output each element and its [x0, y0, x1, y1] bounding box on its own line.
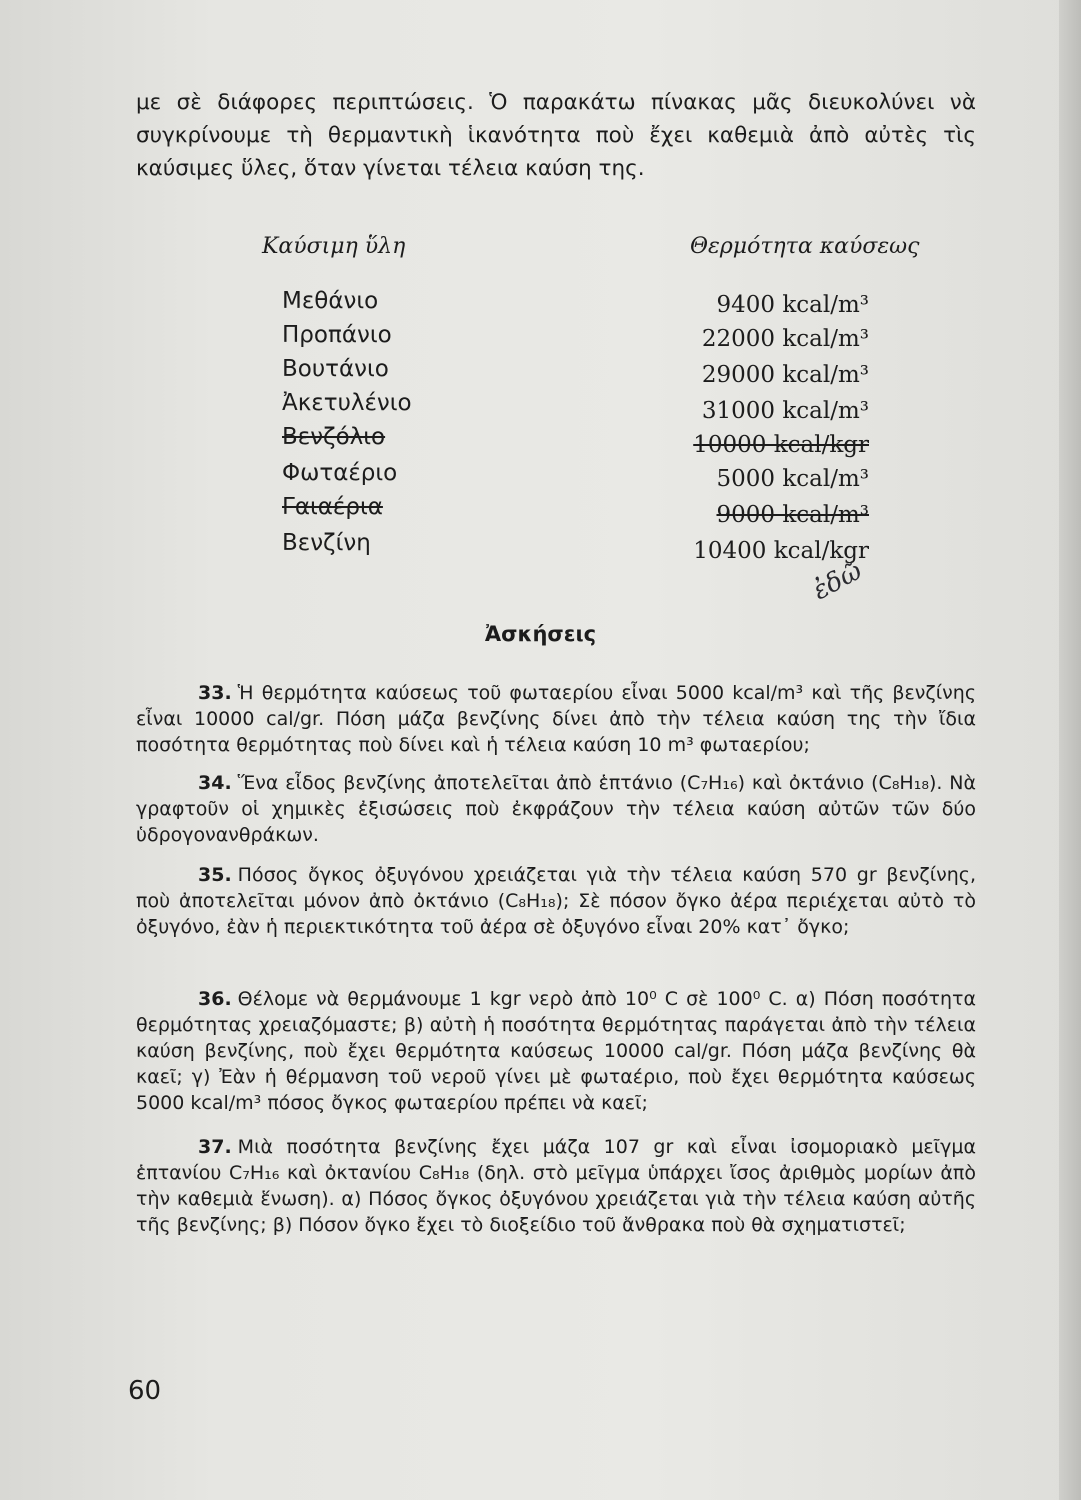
exercise-text: Θέλομε νὰ θερμάνουμε 1 kgr νερὸ ἀπὸ 10⁰ C σὲ 100⁰ C. α) Πόση ποσότητα θερμότητας χρειαζόμαστε; β) αὐτὴ ἡ ποσότητα θερμότητας παράγεται ἀπὸ τὴν τέλεια καύση βενζίνης, ποὺ ἔχει θερμότητα καύσεως 10000 cal/gr. Πόση μάζα βενζίνης θὰ καεῖ; γ) Ἐὰν ἡ θέρμανση τοῦ νεροῦ γίνει μὲ φωταέριο, ποὺ ἔχει θερμότητα καύσεως 5000 kcal/m³ πόσος ὄγκος φωταερίου πρέπει νὰ καεῖ;: [136, 988, 976, 1114]
exercise-item: [136, 770, 976, 848]
exercise-text: Ἕνα εἶδος βενζίνης ἀποτελεῖται ἀπὸ ἑπτάνιο (C₇H₁₆) καὶ ὀκτάνιο (C₈H₁₈). Νὰ γραφτοῦν οἱ χημικὲς ἐξισώσεις ποὺ ἐκφράζουν τὴν τέλεια καύση αὐτῶν τῶν δύο ὑδρογονανθράκων.: [136, 772, 976, 846]
exercise-number: 33.: [198, 682, 232, 704]
table-row-fuel: Βουτάνιο: [282, 356, 389, 382]
exercise-number: 37.: [198, 1136, 232, 1158]
exercise-number: 34.: [198, 772, 232, 794]
table-row-fuel: Φωταέριο: [282, 460, 398, 486]
exercise-item: [136, 862, 976, 940]
exercise-item: [136, 680, 976, 758]
handwritten-note: ἐδῶ: [807, 555, 867, 607]
exercise-text: Πόσος ὄγκος ὀξυγόνου χρειάζεται γιὰ τὴν τέλεια καύση 570 gr βενζίνης, ποὺ ἀποτελεῖται μόνον ἀπὸ ὀκτάνιο (C₈H₁₈); Σὲ πόσον ὄγκο ἀέρα περιέχεται αὐτὸ τὸ ὀξυγόνο, ἐὰν ἡ περιεκτικότητα τοῦ ἀέρα σὲ ὀξυγόνο εἶναι 20% κατ᾽ ὄγκο;: [136, 864, 976, 938]
exercise-item: [136, 1134, 976, 1238]
table-row-fuel-struck: Βενζόλιο: [282, 424, 386, 450]
table-row-fuel-struck: Γαιαέρια: [282, 494, 383, 520]
exercise-number: 36.: [198, 988, 232, 1010]
table-row-value: 31000 kcal/m³: [701, 398, 869, 424]
table-header-fuel: Καύσιμη ὕλη: [262, 234, 406, 259]
page-number: 60: [128, 1376, 162, 1406]
table-row-value: 29000 kcal/m³: [701, 362, 869, 388]
table-row-fuel: Ἀκετυλένιο: [282, 390, 412, 416]
intro-paragraph: με σὲ διάφορες περιπτώσεις. Ὁ παρακάτω πίνακας μᾶς διευκολύνει νὰ συγκρίνουμε τὴ θερμαντικὴ ἱκανότητα ποὺ ἔχει καθεμιὰ ἀπὸ αὐτὲς τὶς καύσιμες ὕλες, ὅταν γίνεται τέλεια καύση της.: [136, 90, 976, 181]
table-row-value: 22000 kcal/m³: [701, 326, 869, 352]
table-row-fuel: Μεθάνιο: [282, 288, 379, 314]
exercise-number: 35.: [198, 864, 232, 886]
exercise-text: Μιὰ ποσότητα βενζίνης ἔχει μάζα 107 gr καὶ εἶναι ἰσομοριακὸ μεῖγμα ἑπτανίου C₇H₁₆ καὶ ὀκτανίου C₈H₁₈ (δηλ. στὸ μεῖγμα ὑπάρχει ἴσος ἀριθμὸς μορίων ἀπὸ τὴν καθεμιὰ ἕνωση). α) Πόσος ὄγκος ὀξυγόνου χρειάζεται γιὰ τὴν τέλεια καύση αὐτῆς τῆς βενζίνης; β) Πόσον ὄγκο ἔχει τὸ διοξείδιο τοῦ ἄνθρακα ποὺ θὰ σχηματιστεῖ;: [136, 1136, 976, 1236]
table-row-value: 5000 kcal/m³: [716, 466, 869, 492]
exercise-item: [136, 986, 976, 1116]
table-row-fuel: Προπάνιο: [282, 322, 392, 348]
table-row-value: 9400 kcal/m³: [716, 292, 869, 318]
table-row-value-struck: 10000 kcal/kgr: [693, 432, 869, 458]
exercise-text: Ἡ θερμότητα καύσεως τοῦ φωταερίου εἶναι 5000 kcal/m³ καὶ τῆς βενζίνης εἶναι 10000 cal/gr. Πόση μάζα βενζίνης δίνει ἀπὸ τὴν τέλεια καύση της τὴν ἴδια ποσότητα θερμότητας ποὺ δίνει καὶ ἡ τέλεια καύση 10 m³ φωταερίου;: [136, 682, 976, 756]
page-edge: [1059, 0, 1081, 1500]
table-row-fuel: Βενζίνη: [282, 530, 371, 556]
table-row-value-struck: 9000 kcal/m³: [716, 502, 869, 528]
section-title: Ἀσκήσεις: [484, 622, 597, 646]
table-header-heat: Θερμότητα καύσεως: [690, 234, 920, 259]
table-row-value: 10400 kcal/kgr: [693, 538, 869, 564]
